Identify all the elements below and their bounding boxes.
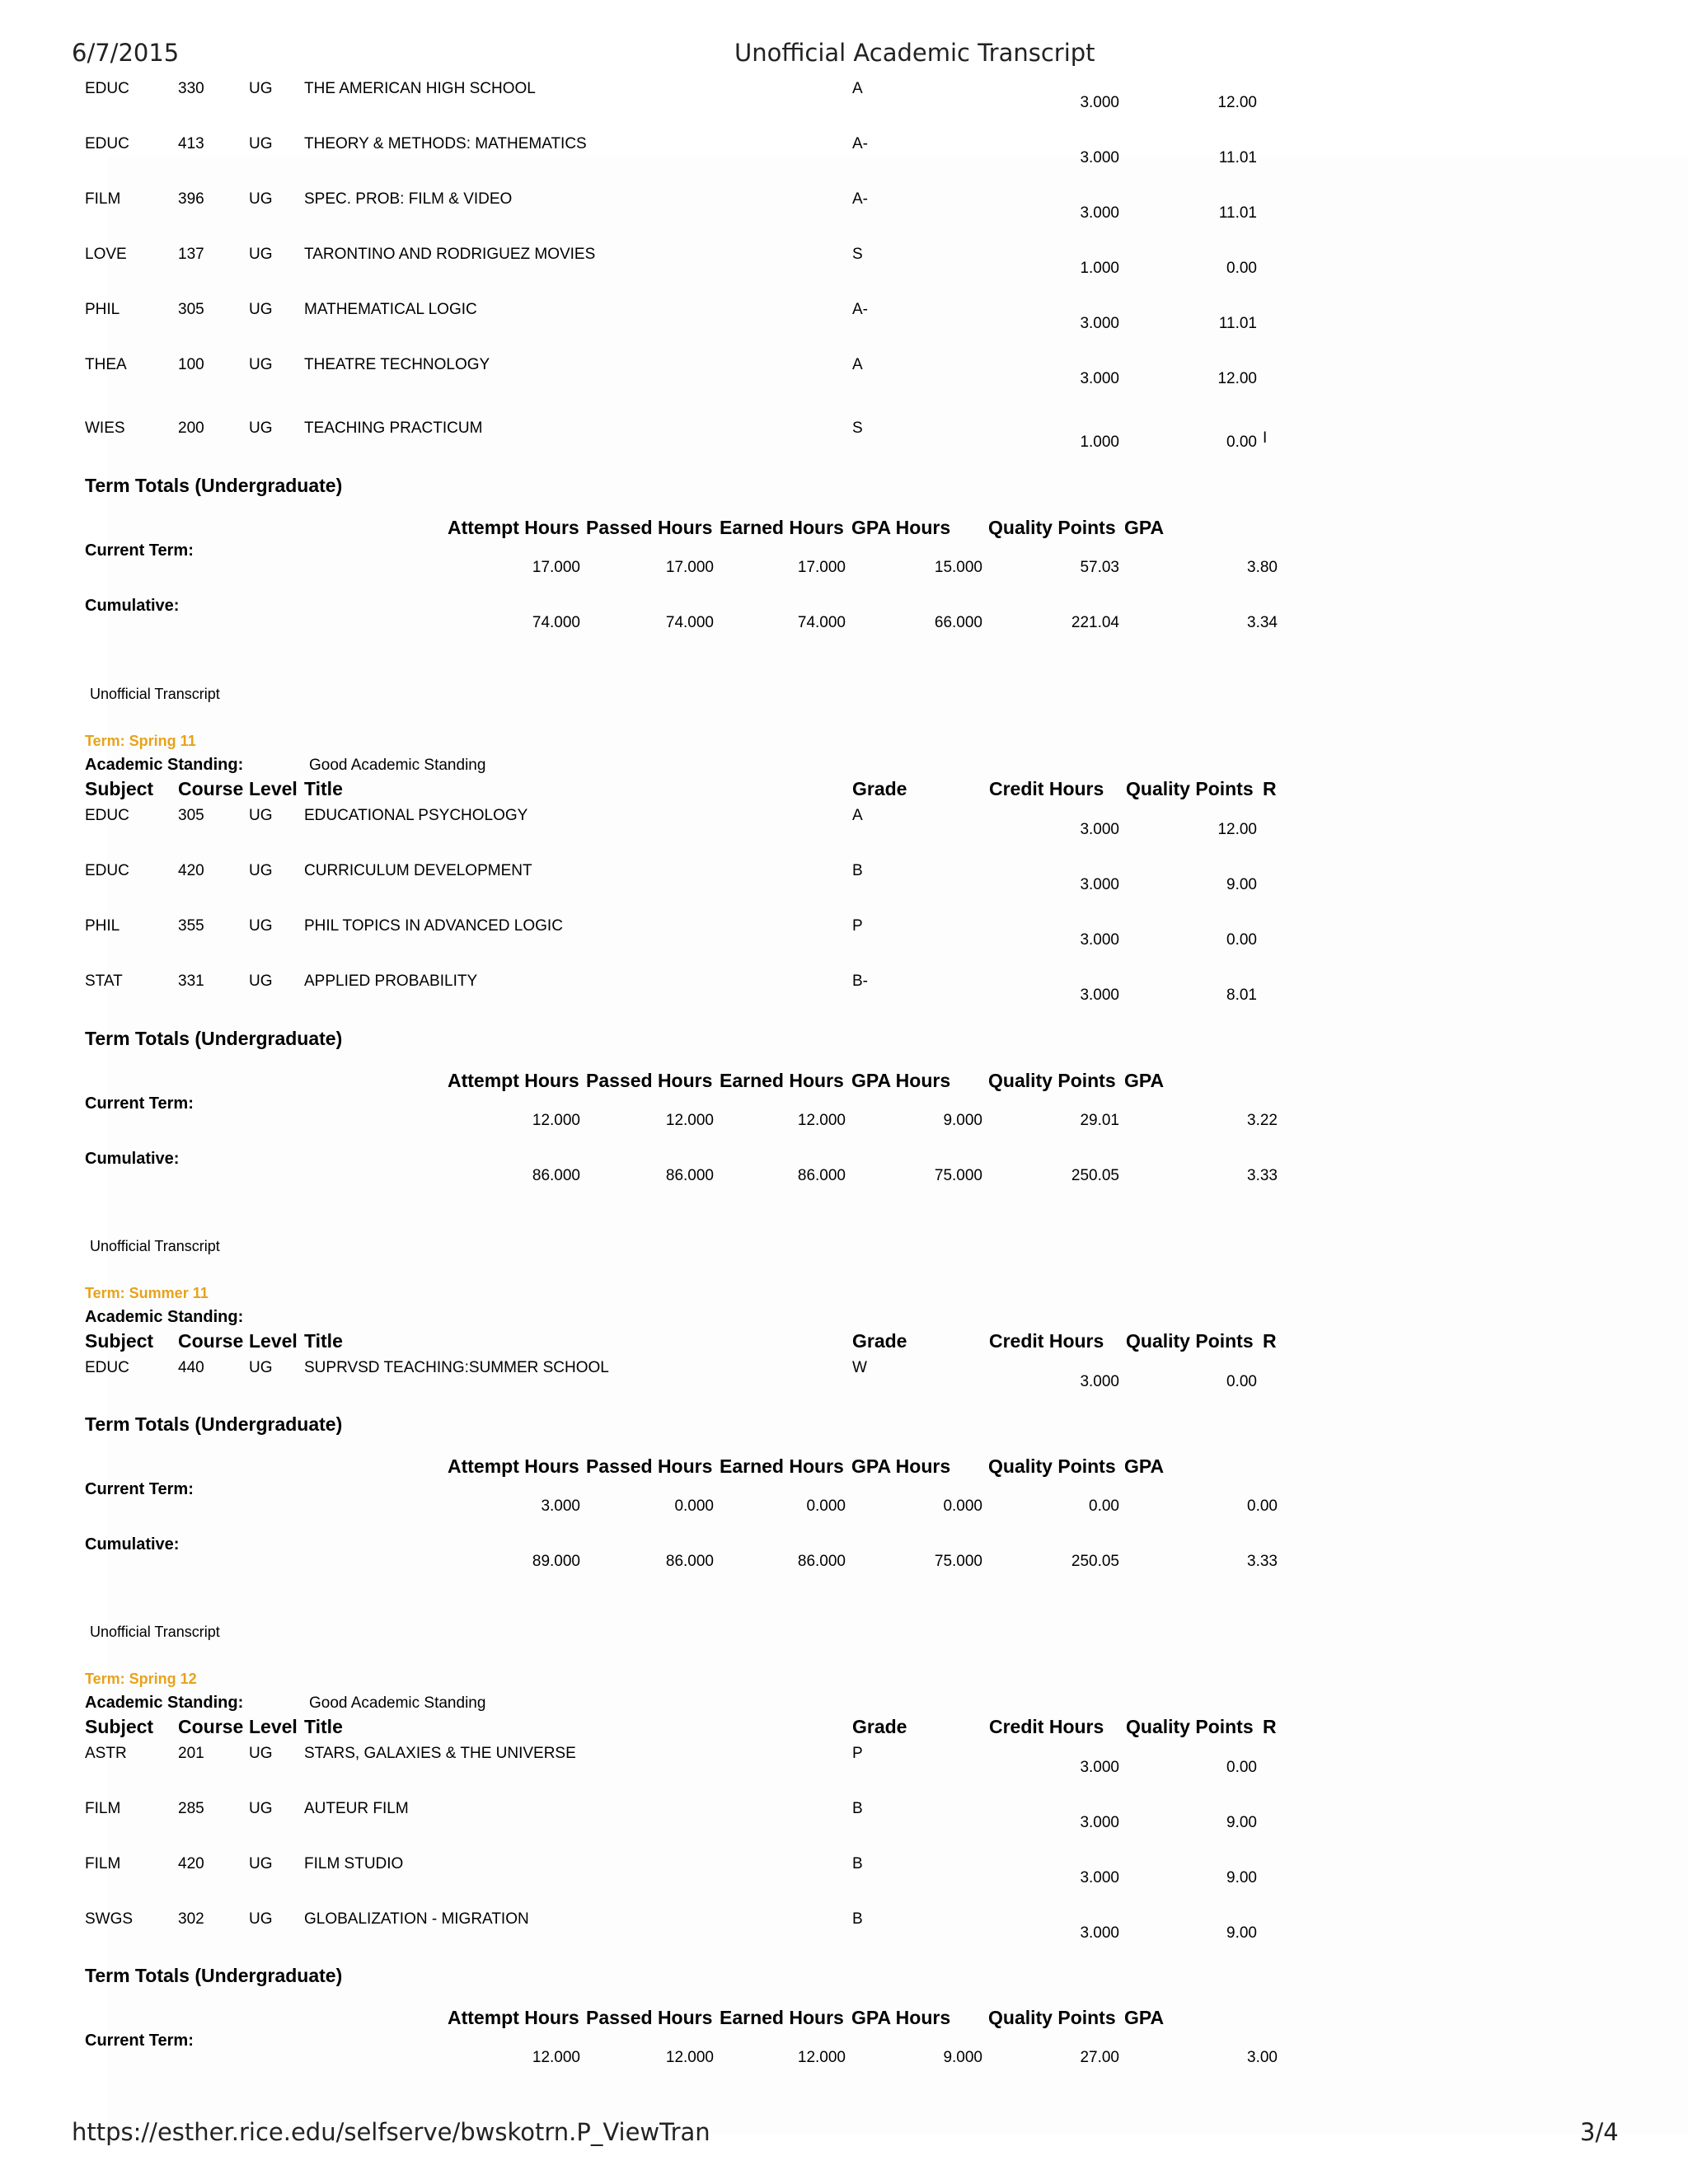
course-grade: B (852, 862, 863, 879)
course-credit-hours: 3.000 (1080, 1373, 1119, 1390)
col-r: R (1263, 778, 1277, 799)
course-number: 137 (178, 246, 204, 263)
current-term-value: 12.000 (532, 2049, 580, 2066)
col-quality-points: Quality Points (988, 517, 1116, 538)
col-gpa: GPA (1124, 2007, 1165, 2028)
course-level: UG (249, 862, 273, 879)
course-number: 201 (178, 1745, 204, 1762)
course-number: 285 (178, 1800, 204, 1817)
col-subject: Subject (85, 1716, 154, 1737)
course-level: UG (249, 419, 273, 437)
term-name: Term: Summer 11 (85, 1285, 209, 1301)
current-term-value: 17.000 (797, 559, 846, 576)
current-term-value: 12.000 (665, 1112, 714, 1129)
course-level: UG (249, 1745, 273, 1762)
course-level: UG (249, 80, 273, 97)
col-grade: Grade (852, 1330, 907, 1352)
course-subject: FILM (85, 1855, 121, 1872)
term-name: Term: Spring 12 (85, 1671, 197, 1687)
col-passed-hours: Passed Hours (586, 2007, 713, 2028)
col-title: Title (304, 1330, 343, 1352)
col-passed-hours: Passed Hours (586, 517, 713, 538)
course-title: THEATRE TECHNOLOGY (304, 356, 490, 373)
course-subject: FILM (85, 1800, 121, 1817)
course-grade: B (852, 1910, 863, 1928)
current-term-value: 29.01 (1080, 1112, 1119, 1129)
course-credit-hours: 3.000 (1080, 1759, 1119, 1776)
course-title: THE AMERICAN HIGH SCHOOL (304, 80, 536, 97)
academic-standing-label: Academic Standing: (85, 756, 244, 774)
course-quality-points: 12.00 (1217, 370, 1257, 387)
course-grade: A (852, 807, 863, 824)
cumulative-value: 74.000 (532, 614, 580, 631)
col-credit-hours: Credit Hours (989, 1716, 1104, 1737)
course-credit-hours: 3.000 (1080, 1814, 1119, 1831)
course-credit-hours: 3.000 (1080, 1924, 1119, 1942)
col-title: Title (304, 1716, 343, 1737)
course-grade: A- (852, 190, 868, 208)
course-grade: A- (852, 135, 868, 152)
current-term-value: 12.000 (797, 1112, 846, 1129)
course-quality-points: 0.00 (1226, 931, 1257, 949)
current-term-value: 12.000 (797, 2049, 846, 2066)
col-r: R (1263, 1330, 1277, 1352)
course-credit-hours: 3.000 (1080, 370, 1119, 387)
course-number: 331 (178, 972, 204, 990)
course-subject: LOVE (85, 246, 127, 263)
course-number: 355 (178, 917, 204, 935)
col-level: Level (249, 1716, 298, 1737)
course-subject: EDUC (85, 1359, 129, 1376)
course-subject: FILM (85, 190, 121, 208)
current-term-value: 15.000 (934, 559, 982, 576)
current-term-value: 3.80 (1247, 559, 1278, 576)
cumulative-value: 250.05 (1071, 1553, 1119, 1570)
course-quality-points: 0.00 (1226, 1759, 1257, 1776)
course-number: 302 (178, 1910, 204, 1928)
col-attempt-hours: Attempt Hours (448, 1070, 579, 1091)
col-level: Level (249, 778, 298, 799)
cumulative-value: 250.05 (1071, 1167, 1119, 1184)
cumulative-value: 221.04 (1071, 614, 1119, 631)
academic-standing-value: Good Academic Standing (309, 757, 486, 774)
current-term-value: 3.000 (541, 1497, 580, 1515)
cumulative-value: 66.000 (934, 614, 982, 631)
term-totals-heading: Term Totals (Undergraduate) (85, 1028, 343, 1049)
course-repeat-flag: I (1263, 429, 1268, 447)
col-quality-points: Quality Points (1126, 1330, 1254, 1352)
course-quality-points: 0.00 (1226, 434, 1257, 451)
col-gpa-hours: GPA Hours (851, 1455, 951, 1477)
current-term-value: 3.22 (1247, 1112, 1278, 1129)
course-number: 330 (178, 80, 204, 97)
course-credit-hours: 3.000 (1080, 931, 1119, 949)
course-grade: S (852, 246, 863, 263)
col-gpa: GPA (1124, 1070, 1165, 1091)
cumulative-value: 86.000 (797, 1167, 846, 1184)
current-term-value: 3.00 (1247, 2049, 1278, 2066)
course-level: UG (249, 1910, 273, 1928)
course-level: UG (249, 917, 273, 935)
course-title: GLOBALIZATION - MIGRATION (304, 1910, 529, 1928)
col-attempt-hours: Attempt Hours (448, 1455, 579, 1477)
course-title: FILM STUDIO (304, 1855, 404, 1872)
cumulative-value: 86.000 (532, 1167, 580, 1184)
col-gpa-hours: GPA Hours (851, 517, 951, 538)
cumulative-label: Cumulative: (85, 1150, 180, 1168)
course-title: TEACHING PRACTICUM (304, 419, 483, 437)
course-level: UG (249, 807, 273, 824)
current-term-label: Current Term: (85, 541, 194, 560)
course-number: 305 (178, 301, 204, 318)
course-quality-points: 0.00 (1226, 1373, 1257, 1390)
course-title: CURRICULUM DEVELOPMENT (304, 862, 532, 879)
course-quality-points: 11.01 (1218, 204, 1257, 222)
course-credit-hours: 3.000 (1080, 94, 1119, 111)
col-quality-points: Quality Points (988, 2007, 1116, 2028)
course-level: UG (249, 246, 273, 263)
course-number: 200 (178, 419, 204, 437)
course-quality-points: 12.00 (1217, 821, 1257, 838)
course-grade: A (852, 356, 863, 373)
term-name: Term: Spring 11 (85, 733, 196, 749)
current-term-label: Current Term: (85, 1094, 194, 1113)
course-title: MATHEMATICAL LOGIC (304, 301, 477, 318)
course-number: 100 (178, 356, 204, 373)
course-quality-points: 11.01 (1218, 315, 1257, 332)
course-title: STARS, GALAXIES & THE UNIVERSE (304, 1745, 576, 1762)
course-title: TARONTINO AND RODRIGUEZ MOVIES (304, 246, 596, 263)
course-level: UG (249, 301, 273, 318)
cumulative-value: 75.000 (934, 1167, 982, 1184)
col-earned-hours: Earned Hours (720, 1070, 844, 1091)
col-quality-points: Quality Points (988, 1070, 1116, 1091)
course-level: UG (249, 135, 273, 152)
current-term-value: 17.000 (532, 559, 580, 576)
course-credit-hours: 3.000 (1080, 315, 1119, 332)
course-credit-hours: 1.000 (1080, 434, 1119, 451)
course-quality-points: 9.00 (1226, 1814, 1257, 1831)
course-number: 396 (178, 190, 204, 208)
course-number: 420 (178, 862, 204, 879)
col-attempt-hours: Attempt Hours (448, 2007, 579, 2028)
course-grade: B (852, 1855, 863, 1872)
course-title: EDUCATIONAL PSYCHOLOGY (304, 807, 528, 824)
course-subject: EDUC (85, 807, 129, 824)
col-quality-points: Quality Points (1126, 1716, 1254, 1737)
course-quality-points: 9.00 (1226, 1924, 1257, 1942)
col-title: Title (304, 778, 343, 799)
current-term-value: 12.000 (665, 2049, 714, 2066)
col-grade: Grade (852, 1716, 907, 1737)
course-quality-points: 12.00 (1217, 94, 1257, 111)
current-term-label: Current Term: (85, 2032, 194, 2050)
cumulative-value: 86.000 (665, 1167, 714, 1184)
course-number: 420 (178, 1855, 204, 1872)
course-level: UG (249, 1855, 273, 1872)
course-number: 305 (178, 807, 204, 824)
current-term-value: 0.00 (1247, 1497, 1278, 1515)
course-subject: ASTR (85, 1745, 127, 1762)
unofficial-transcript-label: Unofficial Transcript (90, 686, 220, 702)
col-gpa: GPA (1124, 517, 1165, 538)
current-term-value: 0.00 (1089, 1497, 1119, 1515)
term-totals-heading: Term Totals (Undergraduate) (85, 1965, 343, 1986)
current-term-label: Current Term: (85, 1480, 194, 1498)
course-credit-hours: 3.000 (1080, 987, 1119, 1004)
current-term-value: 0.000 (806, 1497, 846, 1515)
course-subject: PHIL (85, 301, 120, 318)
current-term-value: 9.000 (943, 1112, 982, 1129)
term-totals-heading: Term Totals (Undergraduate) (85, 475, 343, 496)
course-credit-hours: 3.000 (1080, 204, 1119, 222)
col-credit-hours: Credit Hours (989, 1330, 1104, 1352)
academic-standing-value: Good Academic Standing (309, 1694, 486, 1712)
course-title: AUTEUR FILM (304, 1800, 409, 1817)
current-term-value: 9.000 (943, 2049, 982, 2066)
col-quality-points: Quality Points (988, 1455, 1116, 1477)
course-subject: STAT (85, 972, 123, 990)
col-gpa-hours: GPA Hours (851, 1070, 951, 1091)
col-course: Course (178, 778, 244, 799)
col-gpa: GPA (1124, 1455, 1165, 1477)
current-term-value: 0.000 (943, 1497, 982, 1515)
course-level: UG (249, 1359, 273, 1376)
course-quality-points: 9.00 (1226, 1869, 1257, 1886)
cumulative-value: 3.34 (1247, 614, 1278, 631)
col-attempt-hours: Attempt Hours (448, 517, 579, 538)
col-passed-hours: Passed Hours (586, 1455, 713, 1477)
footer-url[interactable]: https://esther.rice.edu/selfserve/bwskotrn.P_ViewTran (72, 2118, 710, 2146)
cumulative-value: 74.000 (797, 614, 846, 631)
course-credit-hours: 3.000 (1080, 876, 1119, 893)
col-credit-hours: Credit Hours (989, 778, 1104, 799)
col-gpa-hours: GPA Hours (851, 2007, 951, 2028)
course-title: PHIL TOPICS IN ADVANCED LOGIC (304, 917, 563, 935)
col-earned-hours: Earned Hours (720, 517, 844, 538)
course-subject: WIES (85, 419, 125, 437)
cumulative-value: 3.33 (1247, 1167, 1278, 1184)
course-level: UG (249, 356, 273, 373)
course-title: APPLIED PROBABILITY (304, 972, 478, 990)
course-grade: B- (852, 972, 868, 990)
page-title: Unofficial Academic Transcript (734, 39, 1095, 67)
page-background (107, 157, 1688, 2135)
term-totals-heading: Term Totals (Undergraduate) (85, 1413, 343, 1435)
current-term-value: 12.000 (532, 1112, 580, 1129)
col-subject: Subject (85, 778, 154, 799)
course-grade: P (852, 1745, 863, 1762)
course-quality-points: 0.00 (1226, 260, 1257, 277)
course-credit-hours: 3.000 (1080, 149, 1119, 166)
course-subject: PHIL (85, 917, 120, 935)
current-term-value: 0.000 (674, 1497, 714, 1515)
col-r: R (1263, 1716, 1277, 1737)
course-quality-points: 8.01 (1226, 987, 1257, 1004)
unofficial-transcript-label: Unofficial Transcript (90, 1238, 220, 1254)
col-grade: Grade (852, 778, 907, 799)
course-level: UG (249, 1800, 273, 1817)
course-level: UG (249, 972, 273, 990)
col-course: Course (178, 1716, 244, 1737)
course-subject: THEA (85, 356, 127, 373)
cumulative-label: Cumulative: (85, 597, 180, 615)
cumulative-value: 89.000 (532, 1553, 580, 1570)
unofficial-transcript-label: Unofficial Transcript (90, 1624, 220, 1640)
col-passed-hours: Passed Hours (586, 1070, 713, 1091)
current-term-value: 17.000 (665, 559, 714, 576)
course-number: 440 (178, 1359, 204, 1376)
current-term-value: 27.00 (1080, 2049, 1119, 2066)
cumulative-value: 75.000 (934, 1553, 982, 1570)
course-credit-hours: 1.000 (1080, 260, 1119, 277)
course-grade: S (852, 419, 863, 437)
footer-page-number: 3/4 (1580, 2118, 1619, 2146)
cumulative-value: 86.000 (665, 1553, 714, 1570)
course-subject: EDUC (85, 80, 129, 97)
cumulative-value: 86.000 (797, 1553, 846, 1570)
course-title: SUPRVSD TEACHING:SUMMER SCHOOL (304, 1359, 609, 1376)
course-quality-points: 9.00 (1226, 876, 1257, 893)
col-course: Course (178, 1330, 244, 1352)
cumulative-value: 74.000 (665, 614, 714, 631)
course-title: THEORY & METHODS: MATHEMATICS (304, 135, 587, 152)
course-grade: P (852, 917, 863, 935)
course-credit-hours: 3.000 (1080, 1869, 1119, 1886)
col-quality-points: Quality Points (1126, 778, 1254, 799)
course-number: 413 (178, 135, 204, 152)
course-grade: B (852, 1800, 863, 1817)
course-subject: SWGS (85, 1910, 134, 1928)
col-level: Level (249, 1330, 298, 1352)
course-credit-hours: 3.000 (1080, 821, 1119, 838)
course-level: UG (249, 190, 273, 208)
col-earned-hours: Earned Hours (720, 2007, 844, 2028)
col-earned-hours: Earned Hours (720, 1455, 844, 1477)
course-subject: EDUC (85, 862, 129, 879)
course-title: SPEC. PROB: FILM & VIDEO (304, 190, 513, 208)
course-grade: A (852, 80, 863, 97)
cumulative-label: Cumulative: (85, 1535, 180, 1554)
col-subject: Subject (85, 1330, 154, 1352)
print-date: 6/7/2015 (72, 39, 180, 67)
cumulative-value: 3.33 (1247, 1553, 1278, 1570)
current-term-value: 57.03 (1080, 559, 1119, 576)
academic-standing-label: Academic Standing: (85, 1308, 244, 1326)
course-grade: A- (852, 301, 868, 318)
course-subject: EDUC (85, 135, 129, 152)
academic-standing-label: Academic Standing: (85, 1694, 244, 1712)
course-grade: W (852, 1359, 867, 1376)
course-quality-points: 11.01 (1218, 149, 1257, 166)
